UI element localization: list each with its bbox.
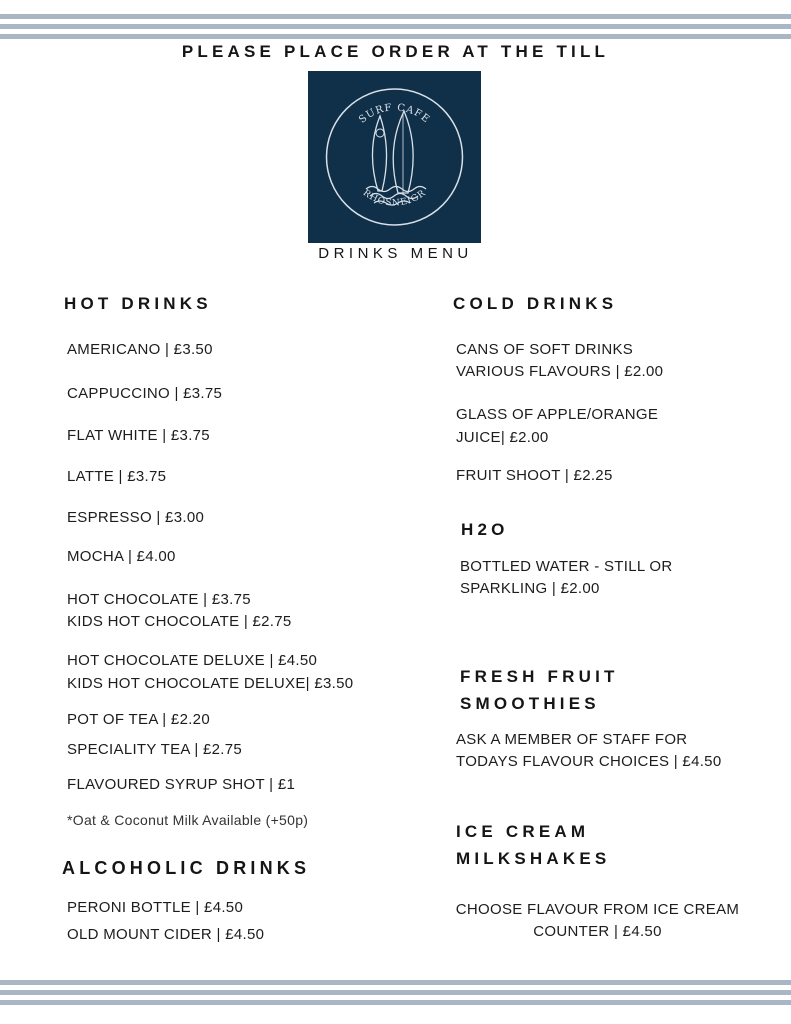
top-stripe-2 <box>0 24 791 29</box>
menu-item: PERONI BOTTLE | £4.50 <box>67 899 244 916</box>
menu-item: FRUIT SHOOT | £2.25 <box>456 467 613 484</box>
menu-item: HOT CHOCOLATE | £3.75 <box>67 591 251 608</box>
menu-subtitle: DRINKS MENU <box>318 245 473 262</box>
alcoholic-drinks-heading: ALCOHOLIC DRINKS <box>62 858 311 878</box>
menu-item: GLASS OF APPLE/ORANGE <box>456 406 659 423</box>
menu-item: CAPPUCCINO | £3.75 <box>67 385 223 402</box>
menu-item: FLAVOURED SYRUP SHOT | £1 <box>67 776 296 793</box>
cold-drinks-heading: COLD DRINKS <box>453 294 618 313</box>
order-notice: PLEASE PLACE ORDER AT THE TILL <box>181 42 610 61</box>
menu-item: COUNTER | £4.50 <box>533 923 662 940</box>
logo-top-text: SURF CAFE <box>357 102 432 126</box>
milkshakes-heading-line2: MILKSHAKES <box>456 849 611 868</box>
svg-text:SURF CAFE <box>357 102 432 125</box>
hot-drinks-heading: HOT DRINKS <box>64 294 212 313</box>
bottom-stripe-3 <box>0 1000 791 1005</box>
menu-item: ASK A MEMBER OF STAFF FOR <box>456 731 688 748</box>
menu-item: LATTE | £3.75 <box>67 468 167 485</box>
menu-item: VARIOUS FLAVOURS | £2.00 <box>456 363 664 380</box>
menu-item: OLD MOUNT CIDER | £4.50 <box>67 926 265 943</box>
milk-note: *Oat & Coconut Milk Available (+50p) <box>67 812 309 828</box>
top-stripe-1 <box>0 14 791 19</box>
menu-item: FLAT WHITE | £3.75 <box>67 427 210 444</box>
menu-item: HOT CHOCOLATE DELUXE | £4.50 <box>67 652 318 669</box>
bottom-stripe-2 <box>0 990 791 995</box>
menu-item: BOTTLED WATER - STILL OR <box>460 558 673 575</box>
menu-item: KIDS HOT CHOCOLATE | £2.75 <box>67 613 292 630</box>
svg-text:RHOSNEIGR <box>361 188 428 209</box>
logo-bottom-text: RHOSNEIGR <box>360 188 429 209</box>
bottom-stripe-1 <box>0 980 791 985</box>
menu-item: CANS OF SOFT DRINKS <box>456 341 634 358</box>
menu-item: SPECIALITY TEA | £2.75 <box>67 741 243 758</box>
top-stripe-3 <box>0 34 791 39</box>
smoothies-heading-line2: SMOOTHIES <box>460 694 600 713</box>
smoothies-heading-line1: FRESH FRUIT <box>460 667 619 686</box>
menu-item: SPARKLING | £2.00 <box>460 580 600 597</box>
menu-item: ESPRESSO | £3.00 <box>67 509 205 526</box>
h2o-heading: H2O <box>461 520 509 539</box>
surfboard-logo-icon <box>308 71 481 243</box>
menu-item: KIDS HOT CHOCOLATE DELUXE| £3.50 <box>67 675 354 692</box>
menu-item: MOCHA | £4.00 <box>67 548 176 565</box>
menu-item: AMERICANO | £3.50 <box>67 341 213 358</box>
menu-item: JUICE| £2.00 <box>456 429 549 446</box>
milkshakes-heading-line1: ICE CREAM <box>456 822 590 841</box>
surf-cafe-logo <box>308 71 481 243</box>
menu-item: TODAYS FLAVOUR CHOICES | £4.50 <box>456 753 722 770</box>
menu-item: CHOOSE FLAVOUR FROM ICE CREAM <box>455 901 740 918</box>
menu-item: POT OF TEA | £2.20 <box>67 711 210 728</box>
